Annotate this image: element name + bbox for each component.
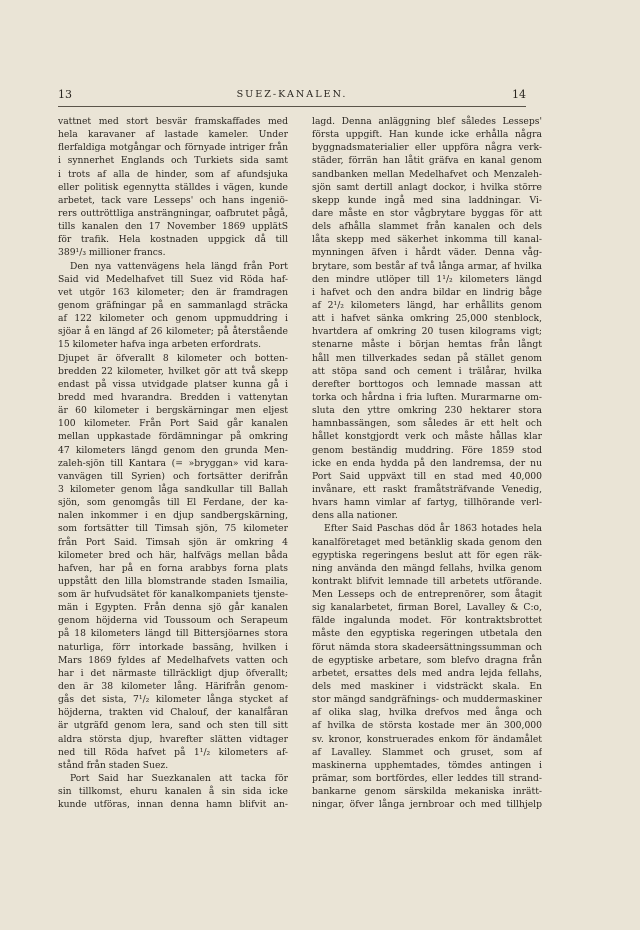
- text-line: Port Said har Suezkanalen att tacka för: [70, 773, 288, 785]
- text-line: kontrakt blifvit lemnade till arbetets utförande.: [312, 575, 542, 587]
- text-line: 100 kilometer. Från Port Said går kanalen: [58, 418, 288, 430]
- text-line: fälde ingalunda modet. För kontraktsbrottet: [312, 615, 542, 627]
- text-line: naturliga, förr intorkade bassäng, hvilken i: [58, 641, 288, 653]
- text-line: genom beständig muddring. Före 1859 stod: [312, 444, 542, 456]
- text-column-left: [58, 115, 288, 811]
- text-line: af olika slag, hvilka drefvos med ånga och: [312, 707, 542, 719]
- text-line: har i det närmaste tillräckligt djup öfverallt;: [58, 667, 288, 679]
- running-title: SUEZ-KANALEN.: [236, 89, 348, 100]
- text-line: dare måste en stor vågbrytare byggas för att: [312, 207, 542, 219]
- text-line: Said vid Medelhafvet till Suez vid Röda haf-: [58, 273, 288, 285]
- text-line: den är 38 kilometer lång. Härifrån genom-: [58, 681, 288, 693]
- text-line: i trots af alla de hinder, som af afundsjuka: [58, 168, 288, 180]
- text-line: arbetet, tack vare Lesseps' och hans ingeniö-: [58, 194, 288, 206]
- text-line: stenarne måste i början hemtas från långt: [312, 339, 542, 351]
- text-line: uppstått den lilla blomstrande staden Ismailia,: [58, 575, 288, 587]
- text-line: sandbanken mellan Medelhafvet och Menzaleh-: [312, 168, 542, 180]
- text-line: för trafik. Hela kostnaden uppgick då till: [58, 234, 288, 246]
- text-line: sjön, som genomgås till El Ferdane, der ka-: [58, 497, 288, 509]
- text-line: sin tillkomst, ehuru kanalen å sin sida icke: [58, 786, 288, 798]
- text-line: invånare, ett raskt framåtsträfvande Venedig,: [312, 483, 542, 495]
- text-line: bredden 22 kilometer, hvilket gör att två skepp: [58, 365, 288, 377]
- text-line: icke en enda hydda på den landremsa, der nu: [312, 457, 542, 469]
- text-line: är utgräfd genom lera, sand och sten till sitt: [58, 720, 288, 732]
- text-line: att i hafvet sänka omkring 25,000 stenblock,: [312, 313, 542, 325]
- text-line: derefter borttogos och lemnade massan att: [312, 378, 542, 390]
- text-line: 3 kilometer genom låga sandkullar till Ballah: [58, 483, 288, 495]
- text-line: hvartdera af omkring 20 tusen kilograms vigt;: [312, 326, 542, 338]
- text-line: höjderna, trakten vid Chalouf, der kanalfåran: [58, 707, 288, 719]
- text-line: hamnbassängen, som således är ett helt och: [312, 418, 542, 430]
- text-line: dens alla nationer.: [312, 510, 398, 522]
- text-line: första uppgift. Han kunde icke erhålla några: [312, 129, 542, 141]
- text-line: låta skepp med säkerhet inkomma till kanal-: [312, 234, 542, 246]
- text-line: kanalföretaget med betänklig skada genom den: [312, 536, 542, 548]
- text-line: hållet konstgjordt verk och måste hållas klar: [312, 431, 542, 443]
- text-column-right: [312, 115, 542, 811]
- text-line: den mindre utlöper till 1¹/₂ kilometers längd: [312, 273, 542, 285]
- text-line: arbetet, ersattes dels med andra lejda fellahs,: [312, 667, 542, 679]
- text-line: maskinerna upphemtades, tömdes antingen i: [312, 759, 542, 771]
- text-line: lagd. Denna anläggning blef således Lesseps': [312, 116, 542, 127]
- text-line: Efter Said Paschas död år 1863 hotades hela: [324, 523, 542, 535]
- text-line: Port Said uppväxt till en stad med 40,000: [312, 470, 542, 482]
- text-line: endast på vissa utvidgade platser kunna gå i: [58, 378, 288, 390]
- text-line: vattnet med stort besvär framskaffades med: [58, 116, 288, 127]
- text-line: 389¹/₃ millioner francs.: [58, 247, 166, 259]
- text-line: 15 kilometer hafva inga arbeten erfordrats.: [58, 339, 262, 351]
- page-number-right: 14: [512, 88, 526, 101]
- text-line: gås det sista, 7¹/₂ kilometer långa stycket af: [58, 694, 288, 706]
- text-line: egyptiska regeringens beslut att för egen räk-: [312, 549, 542, 561]
- text-line: genom höjderna vid Toussoum och Serapeum: [58, 615, 288, 627]
- header-rule: [58, 106, 526, 107]
- text-line: sjöar å en längd af 26 kilometer; på återstående: [58, 326, 288, 338]
- text-line: ningar, öfver långa jernbroar och med tillhjelp: [312, 799, 542, 811]
- text-line: ning använda den mängd fellahs, hvilka genom: [312, 562, 542, 574]
- page-number-left: 13: [58, 88, 72, 101]
- text-line: på 18 kilometers längd till Bittersjöarnes stora: [58, 628, 288, 640]
- text-line: tills kanalen den 17 November 1869 upplätS: [58, 221, 288, 233]
- text-line: byggnadsmaterialier eller uppföra några verk-: [312, 142, 542, 154]
- text-line: 47 kilometers längd genom den grunda Men-: [58, 444, 288, 456]
- text-line: bredd med hvarandra. Bredden i vattenytan: [58, 391, 288, 403]
- text-line: genom gräfningar på en sammanlagd sträcka: [58, 299, 288, 311]
- text-line: män i Egypten. Från denna sjö går kanalen: [58, 602, 288, 614]
- text-line: eller politisk egennytta ställdes i vägen, kunde: [58, 181, 288, 193]
- text-line: dels afhålla slammet från kanalen och dels: [312, 221, 542, 233]
- text-line: dels med maskiner i vidsträckt skala. En: [312, 681, 542, 693]
- text-line: stor mängd sandgräfnings- och muddermaskiner: [312, 694, 542, 706]
- text-line: Men Lesseps och de entreprenörer, som åtagit: [312, 589, 542, 601]
- text-line: som fortsätter till Timsah sjön, 75 kilometer: [58, 523, 288, 535]
- text-line: som är hufvudsätet för kanalkompaniets tjenste-: [58, 589, 288, 601]
- text-line: mynningen äfven i hårdt väder. Denna våg-: [312, 247, 542, 259]
- text-line: af 122 kilometer och genom uppmuddring i: [58, 313, 288, 325]
- text-line: af Lavalley. Slammet och gruset, som af: [312, 746, 542, 758]
- text-line: hvars hamn vimlar af fartyg, tillhörande verl-: [312, 497, 542, 509]
- text-line: mellan uppkastade fördämningar på omkring: [58, 431, 288, 443]
- text-line: måste den egyptiska regeringen utbetala den: [312, 628, 542, 640]
- text-line: hafven, har på en forna arabbys forna plats: [58, 562, 288, 574]
- text-line: af 2¹/₂ kilometers längd, har erhållits genom: [312, 299, 542, 311]
- text-line: af hvilka de största kostade mer än 300,000: [312, 720, 542, 732]
- text-line: städer, förrän han låtit gräfva en kanal genom: [312, 155, 542, 167]
- text-line: sig kanalarbetet, firman Borel, Lavalley & C:o,: [312, 602, 542, 614]
- text-line: kilometer bred och här, halfvägs mellan båda: [58, 549, 288, 561]
- text-line: nalen inkommer i en djup sandbergskärning,: [58, 510, 288, 522]
- text-line: är 60 kilometer i bergskärningar men eljest: [58, 405, 288, 417]
- text-line: bankarne genom särskilda mekaniska inrätt-: [312, 786, 542, 798]
- text-line: aldra största djup, hvarefter slätten vidtager: [58, 733, 288, 745]
- text-line: flerfaldiga motgångar och förnyade intriger från: [58, 142, 288, 154]
- text-line: sluta den yttre omkring 230 hektarer stora: [312, 405, 542, 417]
- text-line: de egyptiske arbetare, som blefvo dragna från: [312, 654, 542, 666]
- text-line: prämar, som bortfördes, eller leddes till strand-: [312, 773, 542, 785]
- text-line: stånd från staden Suez.: [58, 759, 169, 771]
- text-line: förut nämda stora skadeersättningssumman och: [312, 641, 542, 653]
- text-line: i synnerhet Englands och Turkiets sida samt: [58, 155, 288, 167]
- text-line: zaleh-sjön till Kantara (= »bryggan» vid kara-: [58, 457, 288, 469]
- page-header: [58, 88, 526, 104]
- text-line: sjön samt dertill anlagt dockor, i hvilka större: [312, 181, 542, 193]
- text-line: Mars 1869 fyldes af Medelhafvets vatten och: [58, 654, 288, 666]
- text-line: sv. kronor, konstruerades enkom för ändamålet: [312, 733, 542, 745]
- text-line: håll men tillverkades sedan på stället genom: [312, 352, 542, 364]
- text-line: hela karavaner af lastade kameler. Under: [58, 129, 288, 141]
- text-line: Djupet är öfverallt 8 kilometer och botten-: [58, 352, 288, 364]
- text-line: rers outtröttliga ansträngningar, oafbrutet pågå,: [58, 207, 288, 219]
- text-line: i hafvet och den andra bildar en lindrig båge: [312, 286, 542, 298]
- text-line: kunde utföras, innan denna hamn blifvit an-: [58, 799, 288, 811]
- text-line: vet utgör 163 kilometer; den är framdragen: [58, 286, 288, 298]
- text-line: vanvägen till Syrien) och fortsätter derifrån: [58, 470, 288, 482]
- text-line: att stöpa sand och cement i trälårar, hvilka: [312, 365, 542, 377]
- text-line: torka och hårdna i fria luften. Murarmarne om-: [312, 391, 542, 403]
- text-line: brytare, som består af två långa armar, af hvilka: [312, 260, 542, 272]
- text-line: skepp kunde ingå med sina laddningar. Vi-: [312, 194, 542, 206]
- text-line: från Port Said. Timsah sjön är omkring 4: [58, 536, 288, 548]
- text-line: Den nya vattenvägens hela längd från Port: [70, 260, 288, 272]
- text-line: ned till Röda hafvet på 1¹/₂ kilometers af-: [58, 746, 288, 758]
